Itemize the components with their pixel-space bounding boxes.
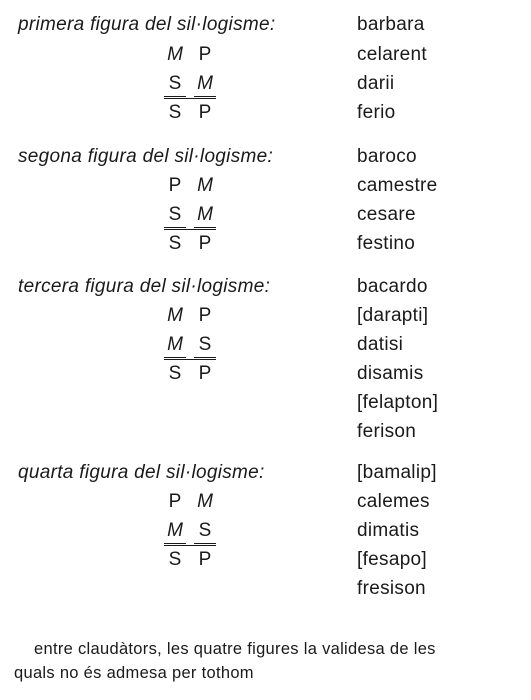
term-subject: S	[168, 102, 182, 123]
major-premise	[164, 44, 216, 66]
term-predicate: P	[168, 175, 182, 196]
major-premise	[164, 175, 216, 197]
mood-item: fresison	[357, 578, 426, 599]
mood-item: baroco	[357, 146, 417, 167]
term-subject: S	[164, 204, 186, 228]
term-middle: M	[167, 305, 183, 326]
term-middle: M	[194, 73, 216, 97]
mood-item: datisi	[357, 334, 404, 355]
term-predicate: P	[198, 102, 212, 123]
term-subject: S	[168, 549, 182, 570]
term-middle: M	[197, 175, 213, 196]
term-middle: M	[164, 520, 186, 544]
term-middle: M	[197, 491, 213, 512]
term-predicate: P	[198, 233, 212, 254]
mood-item: festino	[357, 233, 416, 254]
figure-heading: segona figura del sil·logisme:	[18, 146, 274, 167]
major-premise	[164, 305, 216, 327]
minor-premise	[164, 73, 216, 97]
conclusion-rule	[164, 359, 216, 360]
mood-item: bacardo	[357, 276, 428, 297]
conclusion-rule	[164, 229, 216, 230]
mood-item: celarent	[357, 44, 427, 65]
figure-heading: tercera figura del sil·logisme:	[18, 276, 271, 297]
term-predicate: P	[198, 44, 212, 65]
mood-item: camestre	[357, 175, 438, 196]
term-subject: S	[194, 520, 216, 544]
major-premise	[164, 491, 216, 513]
minor-premise	[164, 334, 216, 358]
term-middle: M	[164, 334, 186, 358]
footnote-line: entre claudàtors, les quatre figures la validesa de les	[34, 640, 436, 658]
mood-item: [fesapo]	[357, 549, 428, 570]
mood-item: [felapton]	[357, 392, 439, 413]
figure-heading: quarta figura del sil·logisme:	[18, 462, 265, 483]
term-middle: M	[194, 204, 216, 228]
minor-premise	[164, 204, 216, 228]
conclusion-rule	[164, 98, 216, 99]
mood-item: disamis	[357, 363, 424, 384]
term-predicate: P	[198, 549, 212, 570]
mood-item: dimatis	[357, 520, 420, 541]
mood-item: ferison	[357, 421, 417, 442]
mood-item: cesare	[357, 204, 416, 225]
figure-heading: primera figura del sil·logisme:	[18, 14, 276, 35]
conclusion	[164, 233, 216, 255]
term-middle: M	[167, 44, 183, 65]
mood-item: [bamalip]	[357, 462, 437, 483]
conclusion	[164, 363, 216, 385]
minor-premise	[164, 520, 216, 544]
term-predicate: P	[198, 305, 212, 326]
mood-item: [darapti]	[357, 305, 429, 326]
term-predicate: P	[168, 491, 182, 512]
conclusion-rule	[164, 545, 216, 546]
mood-item: darii	[357, 73, 395, 94]
term-subject: S	[164, 73, 186, 97]
term-subject: S	[194, 334, 216, 358]
conclusion	[164, 549, 216, 571]
term-subject: S	[168, 363, 182, 384]
term-subject: S	[168, 233, 182, 254]
footnote	[14, 637, 529, 685]
term-predicate: P	[198, 363, 212, 384]
mood-item: ferio	[357, 102, 396, 123]
conclusion	[164, 102, 216, 124]
mood-item: barbara	[357, 14, 425, 35]
mood-item: calemes	[357, 491, 430, 512]
footnote-line: quals no és admesa per tothom	[14, 664, 254, 682]
